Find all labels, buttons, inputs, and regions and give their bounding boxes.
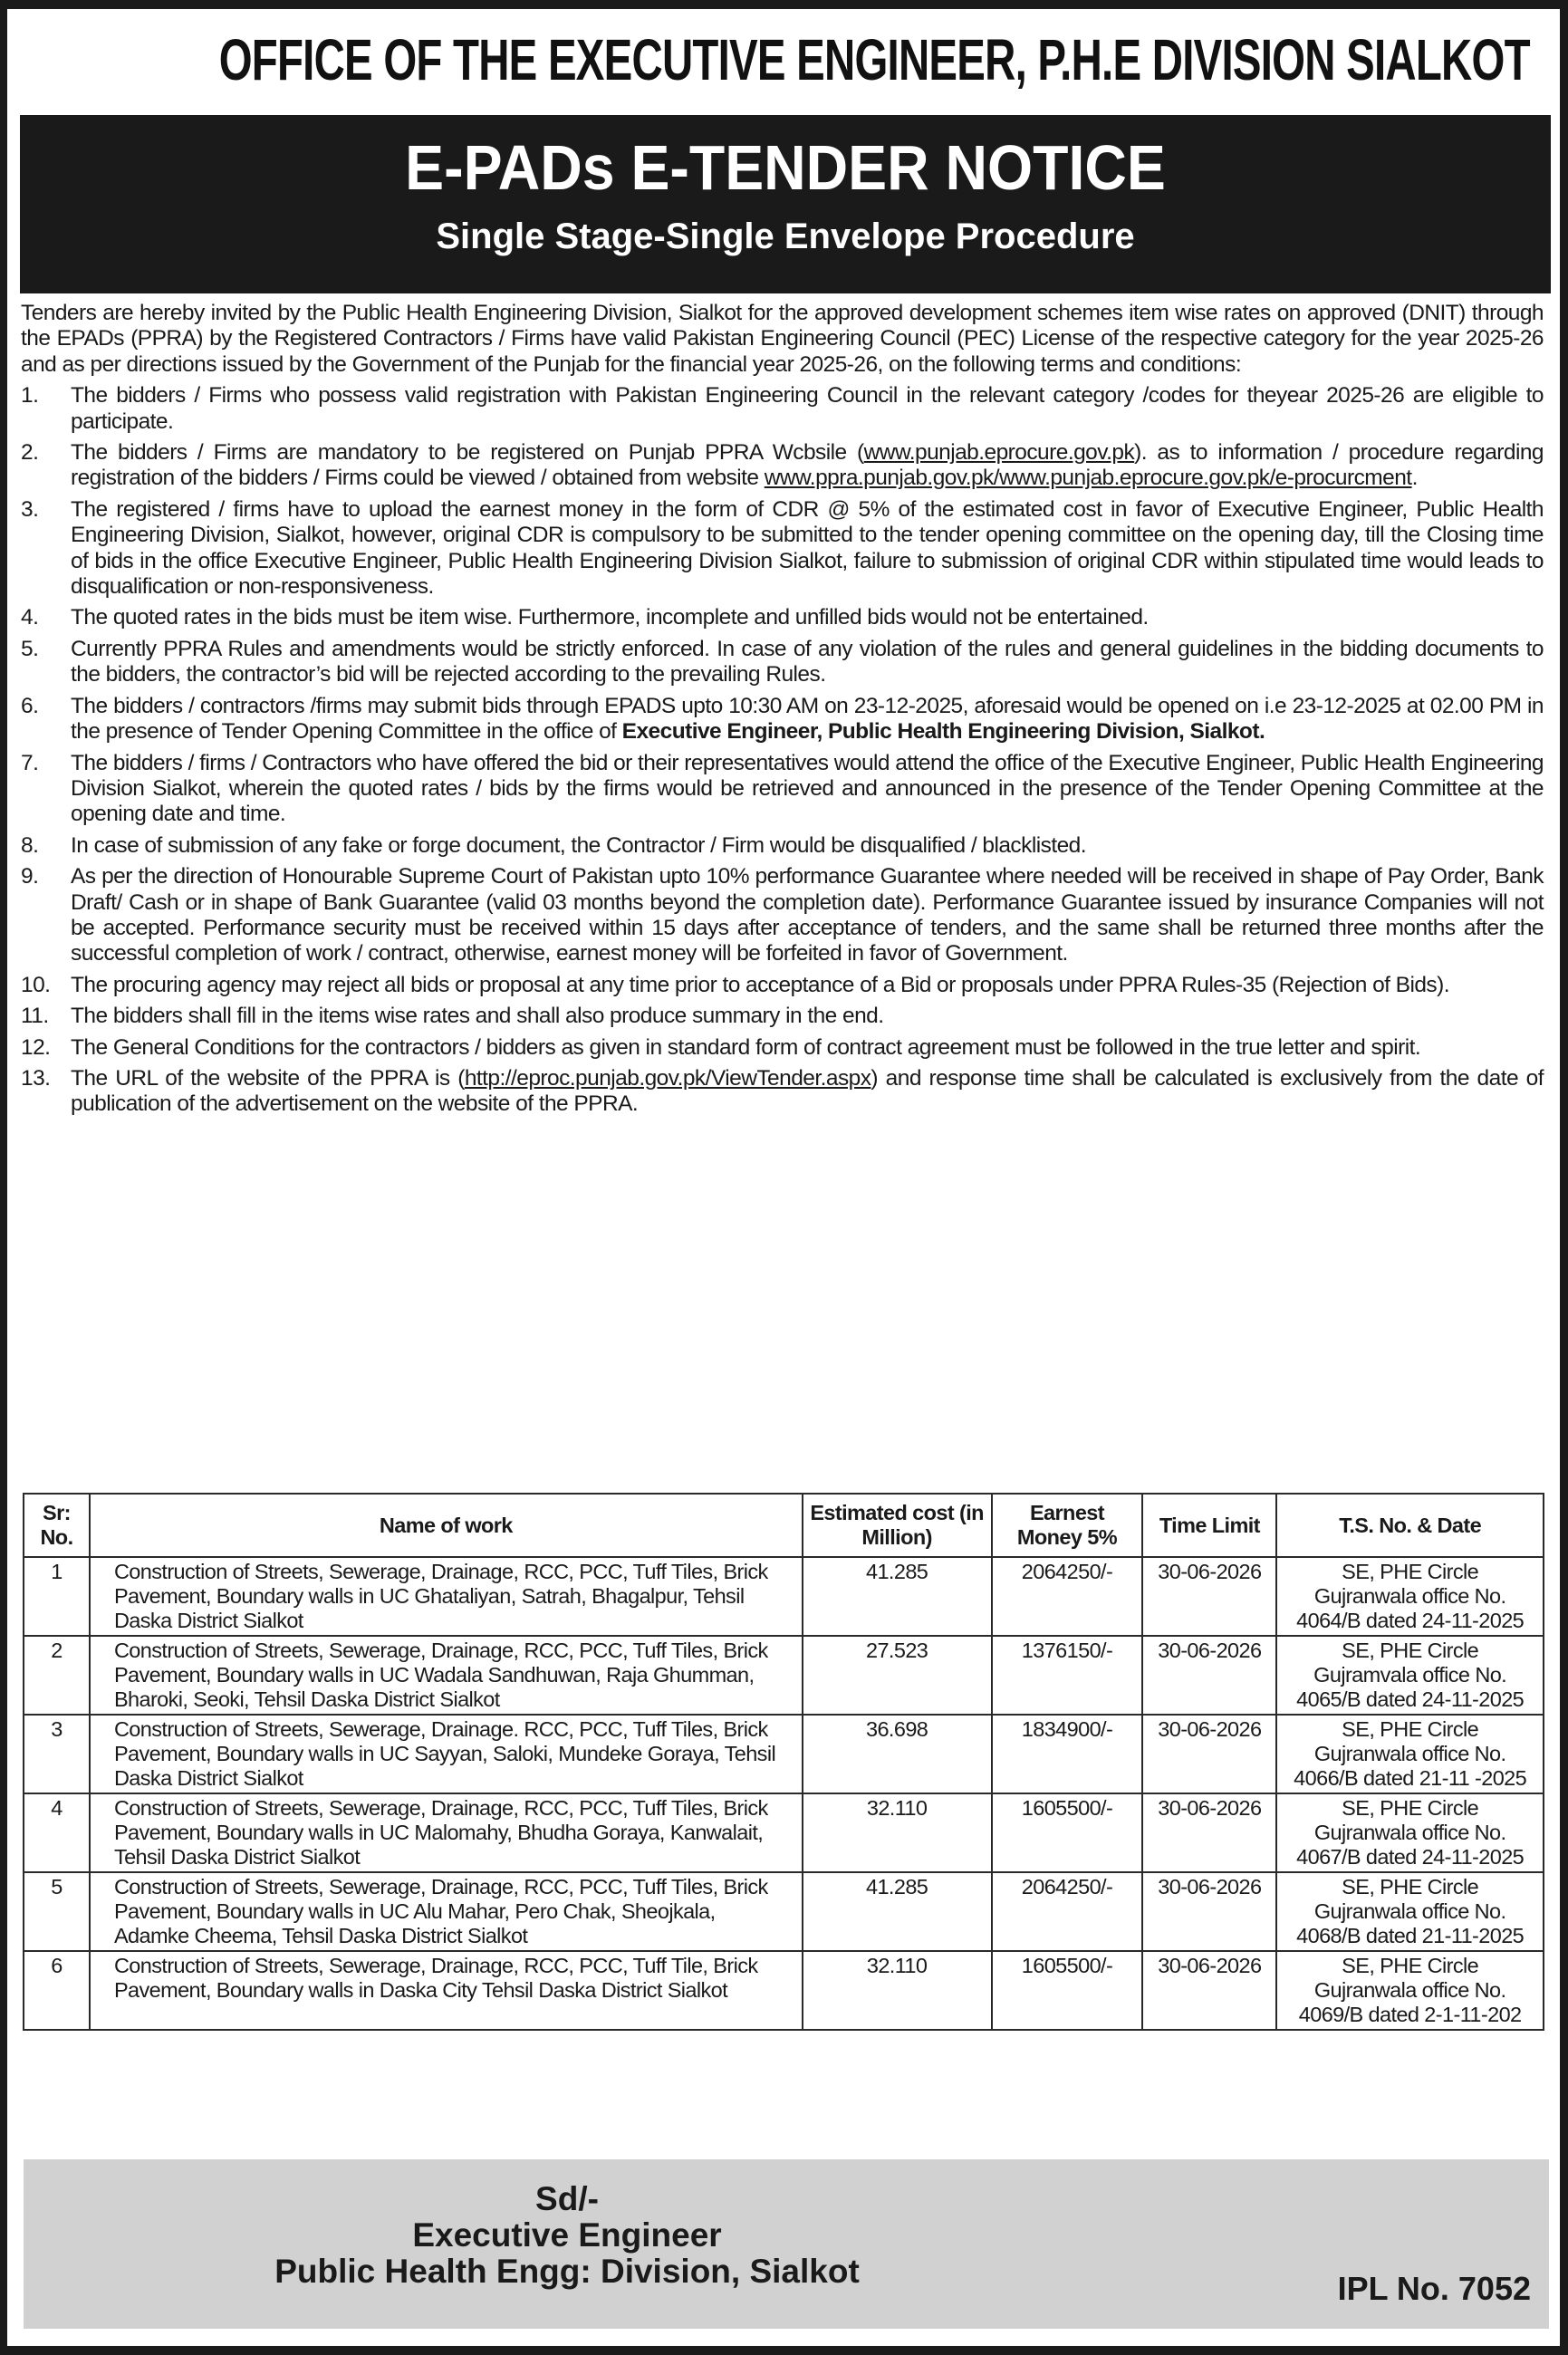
cell-time: 30-06-2026 [1142,1793,1276,1872]
term-text: The bidders / Firms are mandatory to be registered on Punjab PPRA Wcbsile (www.punjab.eprocure.gov.pk). as to information / procedure regarding registration of the bidders / Firms could be viewed / obtained from website www.ppra.punjab.gov.pk/www.punjab.eprocure.gov.pk/e-procurcment. [71,440,1544,491]
cell-ts: SE, PHE Circle Gujranwala office No. 4069/B dated 2-1-11-202 [1276,1951,1544,2030]
cell-sr: 2 [24,1636,90,1715]
terms-list [21,383,1544,1118]
cell-earnest: 1605500/- [992,1951,1143,2030]
cell-sr: 6 [24,1951,90,2030]
office-title: OFFICE OF THE EXECUTIVE ENGINEER, P.H.E DIVISION SIALKOT [218,27,1530,92]
cell-name: Construction of Streets, Sewerage, Drainage, RCC, PCC, Tuff Tiles, Brick Pavement, Boundary walls in UC Malomahy, Bhudha Goraya, Kanwalait, Tehsil Daska District Sialkot [90,1793,803,1872]
view-tender-link[interactable]: http://eproc.punjab.gov.pk/ViewTender.aspx [464,1065,871,1091]
cell-sr: 3 [24,1715,90,1793]
table-row [24,1793,1544,1872]
term-number: 10. [21,972,51,997]
term-item [21,1035,1544,1061]
term-item [21,1004,1544,1029]
cell-sr: 1 [24,1557,90,1636]
cell-sr: 5 [24,1872,90,1951]
term-text: As per the direction of Honourable Supreme Court of Pakistan upto 10% performance Guarantee where needed will be received in shape of Pay Order, Bank Draft/ Cash or in shape of Bank Guarantee (valid 03 months beyond the completion date). Performance Guarantee issued by insurance Companies will not be accepted. Performance security must be received within 15 days after acceptance of tenders, and the same shall be returned three months after the successful completion of work / contract, otherwise, earnest money will be forfeited in favor of Government. [71,864,1544,966]
term-text: The bidders / firms / Contractors who have offered the bid or their representatives would attend the office of the Executive Engineer, Public Health Engineering Division Sialkot, wherein the quoted rates / bids by the firms would be retrieved and announced in the presence of the Tender Opening Committee at the opening date and time. [71,750,1544,827]
sd-mark: Sd/- [535,2180,599,2217]
cell-ts: SE, PHE Circle Gujranwala office No. 4064/B dated 24-11-2025 [1276,1557,1544,1636]
cell-name: Construction of Streets, Sewerage, Drainage, RCC, PCC, Tuff Tile, Brick Pavement, Boundary walls in Daska City Tehsil Daska District Sialkot [90,1951,803,2030]
term-item [21,694,1544,745]
cell-earnest: 2064250/- [992,1557,1143,1636]
col-header-ts: T.S. No. & Date [1276,1494,1544,1557]
col-header-name: Name of work [90,1494,803,1557]
signature-lines [24,2181,1111,2290]
term-text: Currently PPRA Rules and amendments would be strictly enforced. In case of any violation of the rules and general guidelines in the bidding documents to the bidders, the contractor’s bid will be rejected according to the prevailing Rules. [71,636,1544,687]
term-text: The General Conditions for the contractors / bidders as given in standard form of contract agreement must be followed in the true letter and spirit. [71,1034,1421,1060]
term-text: The quoted rates in the bids must be item wise. Furthermore, incomplete and unfilled bids would not be entertained. [71,605,1149,630]
cell-name: Construction of Streets, Sewerage, Drainage, RCC, PCC, Tuff Tiles, Brick Pavement, Boundary walls in UC Alu Mahar, Pero Chak, Sheojkala, Adamke Cheema, Tehsil Daska District Sialkot [90,1872,803,1951]
col-header-cost: Estimated cost (in Million) [803,1494,992,1557]
term-number: 13. [21,1065,51,1091]
term-text: The registered / firms have to upload the earnest money in the form of CDR @ 5% of the estimated cost in favor of Executive Engineer, Public Health Engineering Division, Sialkot, however, original CDR is compulsory to be submitted to the tender opening committee on the opening day, till the Closing time of bids in the office Executive Engineer, Public Health Engineering Division Sialkot, failure to submission of original CDR within stipulated time would leads to disqualification or non-responsiveness. [71,496,1544,600]
signature-block [24,2159,1549,2329]
term-item [21,973,1544,998]
table-row [24,1715,1544,1793]
cell-earnest: 1376150/- [992,1636,1143,1715]
cell-cost: 41.285 [803,1557,992,1636]
cell-ts: SE, PHE Circle Gujranwala office No. 4068/B dated 21-11-2025 [1276,1872,1544,1951]
term-number: 1. [21,383,39,409]
eprocure-link[interactable]: www.punjab.eprocure.gov.pk [863,440,1135,466]
term-text: The URL of the website of the PPRA is (http://eproc.punjab.gov.pk/ViewTender.aspx) and response time shall be calculated is exclusively from the date of publication of the advertisement on the website of the PPRA. [71,1065,1544,1117]
cell-cost: 36.698 [803,1715,992,1793]
col-header-sr: Sr: No. [24,1494,90,1557]
term-text: The bidders / Firms who possess valid registration with Pakistan Engineering Council in the relevant category /codes for theyear 2025-26 are eligible to participate. [71,383,1544,434]
cell-ts: SE, PHE Circle Gujranwala office No. 4066/B dated 21-11 -2025 [1276,1715,1544,1793]
cell-cost: 32.110 [803,1793,992,1872]
procedure-subtitle: Single Stage-Single Envelope Procedure [436,216,1135,256]
term-item [21,497,1544,601]
cell-name: Construction of Streets, Sewerage, Drainage, RCC, PCC, Tuff Tiles, Brick Pavement, Boundary walls in UC Ghataliyan, Satrah, Bhagalpur, Tehsil Daska District Sialkot [90,1557,803,1636]
cell-time: 30-06-2026 [1142,1872,1276,1951]
cell-time: 30-06-2026 [1142,1951,1276,2030]
cell-cost: 41.285 [803,1872,992,1951]
term-number: 3. [21,496,39,522]
notice-title: E-PADs E-TENDER NOTICE [405,132,1166,203]
term-text: The procuring agency may reject all bids or proposal at any time prior to acceptance of a Bid or proposals under PPRA Rules-35 (Rejection of Bids). [71,972,1449,997]
cell-ts: SE, PHE Circle Gujranwala office No. 4067/B dated 24-11-2025 [1276,1793,1544,1872]
cell-earnest: 1605500/- [992,1793,1143,1872]
opening-office: Executive Engineer, Public Health Engineering Division, Sialkot. [621,719,1265,745]
term-item [21,440,1544,492]
signatory-designation: Executive Engineer [412,2216,722,2254]
notice-body [21,301,1544,1118]
cell-time: 30-06-2026 [1142,1557,1276,1636]
term-item [21,833,1544,859]
cell-ts: SE, PHE Circle Gujramvala office No. 4065/B dated 24-11-2025 [1276,1636,1544,1715]
ipl-number: IPL No. 7052 [1337,2270,1531,2307]
col-header-earnest: Earnest Money 5% [992,1494,1143,1557]
works-table [23,1493,1544,2031]
cell-sr: 4 [24,1793,90,1872]
term-number: 9. [21,864,39,889]
term-item [21,1066,1544,1118]
term-text: In case of submission of any fake or forge document, the Contractor / Firm would be disqualified / blacklisted. [71,832,1086,858]
term-number: 12. [21,1034,51,1060]
ppra-link[interactable]: www.ppra.punjab.gov.pk/www.punjab.eprocure.gov.pk/e-procurcment [764,466,1412,491]
cell-time: 30-06-2026 [1142,1636,1276,1715]
cell-cost: 32.110 [803,1951,992,2030]
term-number: 7. [21,750,39,775]
cell-cost: 27.523 [803,1636,992,1715]
intro-paragraph: Tenders are hereby invited by the Public Health Engineering Division, Sialkot for the approved development schemes item wise rates on approved (DNIT) through the EPADs (PPRA) by the Registered Contractors / Firms have valid Pakistan Engineering Council (PEC) License of the respective category for the year 2025-26 and as per directions issued by the Government of the Punjab for the financial year 2025-26, on the following terms and conditions: [21,301,1544,377]
term-item [21,751,1544,828]
cell-name: Construction of Streets, Sewerage, Drainage, RCC, PCC, Tuff Tiles, Brick Pavement, Boundary walls in UC Wadala Sandhuwan, Raja Ghumman, Bharoki, Seoki, Tehsil Daska District Sialkot [90,1636,803,1715]
table-header-row [24,1494,1544,1557]
cell-earnest: 2064250/- [992,1872,1143,1951]
term-number: 6. [21,693,39,718]
term-item [21,637,1544,688]
term-text: The bidders shall fill in the items wise rates and shall also produce summary in the end. [71,1004,884,1029]
term-item [21,605,1544,630]
term-number: 5. [21,636,39,661]
notice-title-band [20,115,1551,293]
cell-name: Construction of Streets, Sewerage, Drainage. RCC, PCC, Tuff Tiles, Brick Pavement, Boundary walls in UC Sayyan, Saloki, Mundeke Goraya, Tehsil Daska District Sialkot [90,1715,803,1793]
term-item [21,864,1544,967]
term-text: The bidders / contractors /firms may submit bids through EPADS upto 10:30 AM on 23-12-2025, aforesaid would be opened on i.e 23-12-2025 at 02.00 PM in the presence of Tender Opening Committee in the office of Executive Engineer, Public Health Engineering Division, Sialkot. [71,693,1544,745]
term-number: 8. [21,832,39,858]
col-header-time: Time Limit [1142,1494,1276,1557]
cell-time: 30-06-2026 [1142,1715,1276,1793]
table-row [24,1951,1544,2030]
term-item [21,383,1544,435]
term-number: 2. [21,440,39,466]
signatory-office: Public Health Engg: Division, Sialkot [274,2253,860,2290]
table-row [24,1557,1544,1636]
table-row [24,1636,1544,1715]
cell-earnest: 1834900/- [992,1715,1143,1793]
term-number: 4. [21,605,39,630]
table-row [24,1872,1544,1951]
term-number: 11. [21,1004,49,1029]
